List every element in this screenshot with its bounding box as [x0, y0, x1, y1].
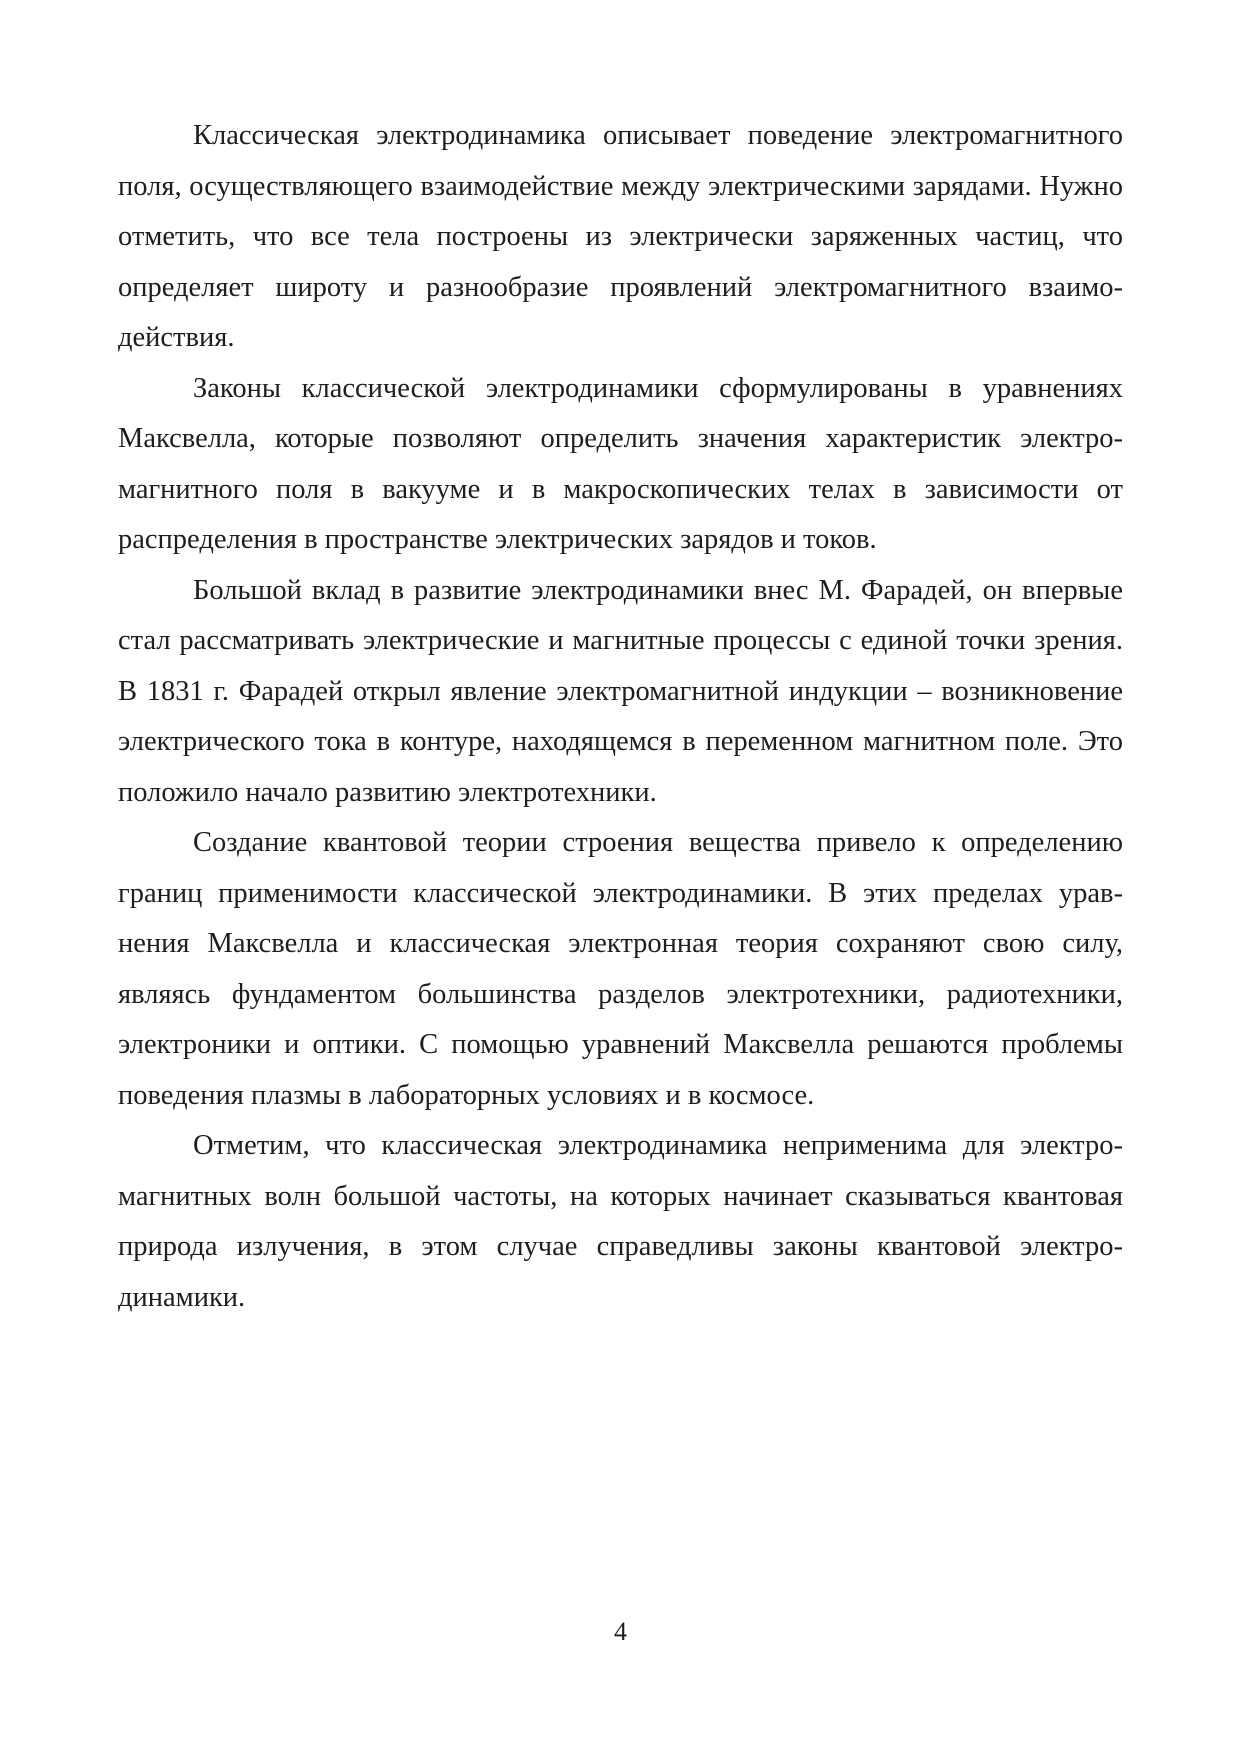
page-number: 4 [614, 1617, 627, 1646]
paragraph-5: Отметим, что классическая электродинамика неприменима для электромагнитных волн большой частоты, на которых начинает сказываться квантовая природа излучения, в этом случае справедливы законы квантовой электродинамики. [118, 1130, 1123, 1313]
paragraph-4: Создание квантовой теории строения вещества привело к определению границ применимости классической электродинамики. В этих пределах уравнения Максвелла и классическая электронная теория сохраняют свою силу, являясь фундаментом большинства разделов электротехники, радиотехники, электроники и оптики. С помощью уравнений Максвелла решаются проблемы поведения плазмы в лабораторных условиях и в космосе. [118, 827, 1123, 1111]
paragraph-3: Большой вклад в развитие электродинамики внес М. Фарадей, он впервые стал рассматривать электрические и магнитные процессы с единой точки зрения. В 1831 г. Фарадей открыл явление электромагнитной индукции – возникновение электрического тока в контуре, находящемся в переменном магнитном поле. Это положило начало развитию электротехники. [118, 574, 1123, 808]
paragraph-1: Классическая электродинамика описывает поведение электромагнитного поля, осуществляющего взаимодействие между электрическими зарядами. Нужно отметить, что все тела построены из электрически заряженных частиц, что определяет широту и разнообразие проявлений электромагнитного взаимодействия. [118, 120, 1123, 353]
body-text [118, 111, 1123, 1323]
paragraph-2: Законы классической электродинамики сформулированы в уравнениях Максвелла, которые позволяют определить значения характеристик электромагнитного поля в вакууме и в макроскопических телах в зависимости от распределения в пространстве электрических зарядов и токов. [118, 372, 1123, 555]
